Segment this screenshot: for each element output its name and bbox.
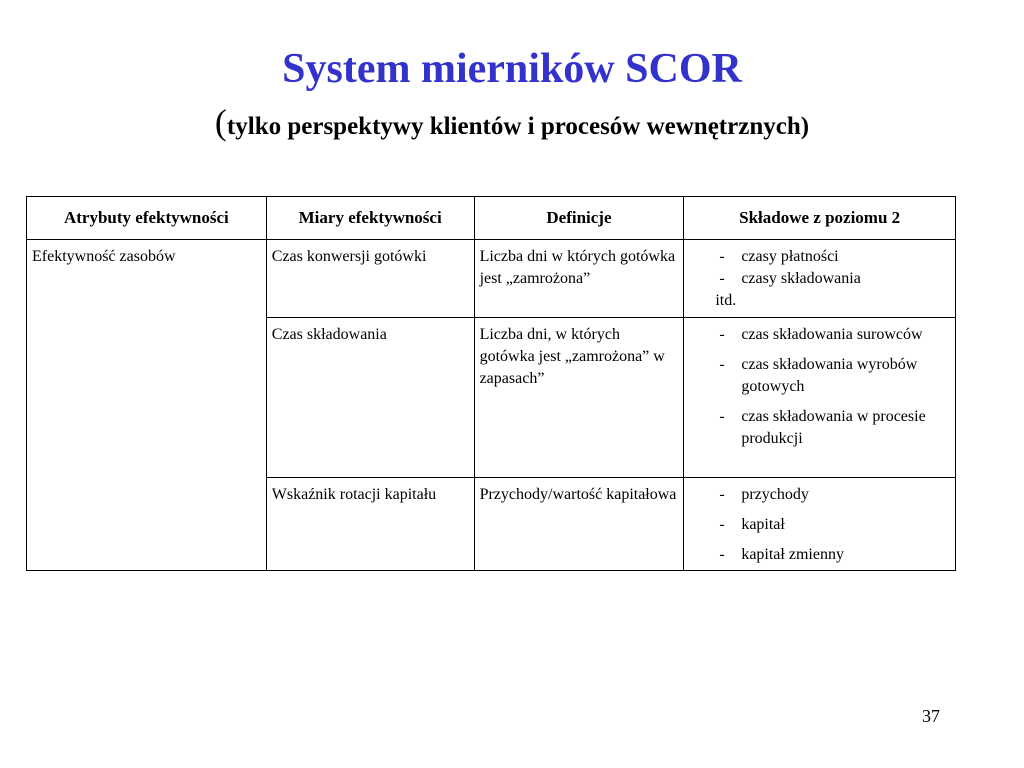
slide-title: System mierników SCOR [282, 46, 742, 92]
list-item: - czasy płatności [715, 246, 950, 268]
header-level2-components: Składowe z poziomu 2 [684, 197, 956, 240]
definition-cell: Przychody/wartość kapitałowa [474, 478, 684, 571]
page-number: 37 [922, 706, 940, 726]
list-item: - przychody [715, 484, 950, 506]
list-item: - czas składowania surowców [715, 324, 950, 346]
list-item: - kapitał zmienny [715, 544, 950, 566]
components-list [689, 246, 950, 290]
table-header-row [27, 197, 956, 240]
header-definitions: Definicje [474, 197, 684, 240]
scor-metrics-table [26, 196, 956, 571]
definition-cell: Liczba dni, w których gotówka jest „zamrożona” w zapasach” [474, 318, 684, 478]
slide-subtitle [0, 102, 1024, 147]
subtitle-text: tylko perspektywy klientów i procesów wewnętrznych [226, 113, 801, 140]
measure-cell: Czas konwersji gotówki [266, 240, 474, 318]
list-item: - czas składowania wyrobów gotowych [715, 354, 950, 398]
measure-cell: Czas składowania [266, 318, 474, 478]
subtitle-close-paren: ) [800, 113, 810, 140]
components-cell [684, 478, 956, 571]
components-cell [684, 318, 956, 478]
header-attributes: Atrybuty efektywności [27, 197, 267, 240]
components-cell [684, 240, 956, 318]
components-list [689, 484, 950, 566]
list-item: - kapitał [715, 514, 950, 536]
components-list [689, 324, 950, 450]
measure-cell: Wskaźnik rotacji kapitału [266, 478, 474, 571]
subtitle-open-paren: ( [214, 102, 227, 142]
list-item: - czas składowania w procesie produkcji [715, 406, 950, 450]
header-measures: Miary efektywności [266, 197, 474, 240]
attribute-cell: Efektywność zasobów [27, 240, 267, 571]
components-etc: itd. [715, 292, 737, 309]
list-item: - czasy składowania [715, 268, 950, 290]
table-row [27, 240, 956, 318]
definition-cell: Liczba dni w których gotówka jest „zamrożona” [474, 240, 684, 318]
